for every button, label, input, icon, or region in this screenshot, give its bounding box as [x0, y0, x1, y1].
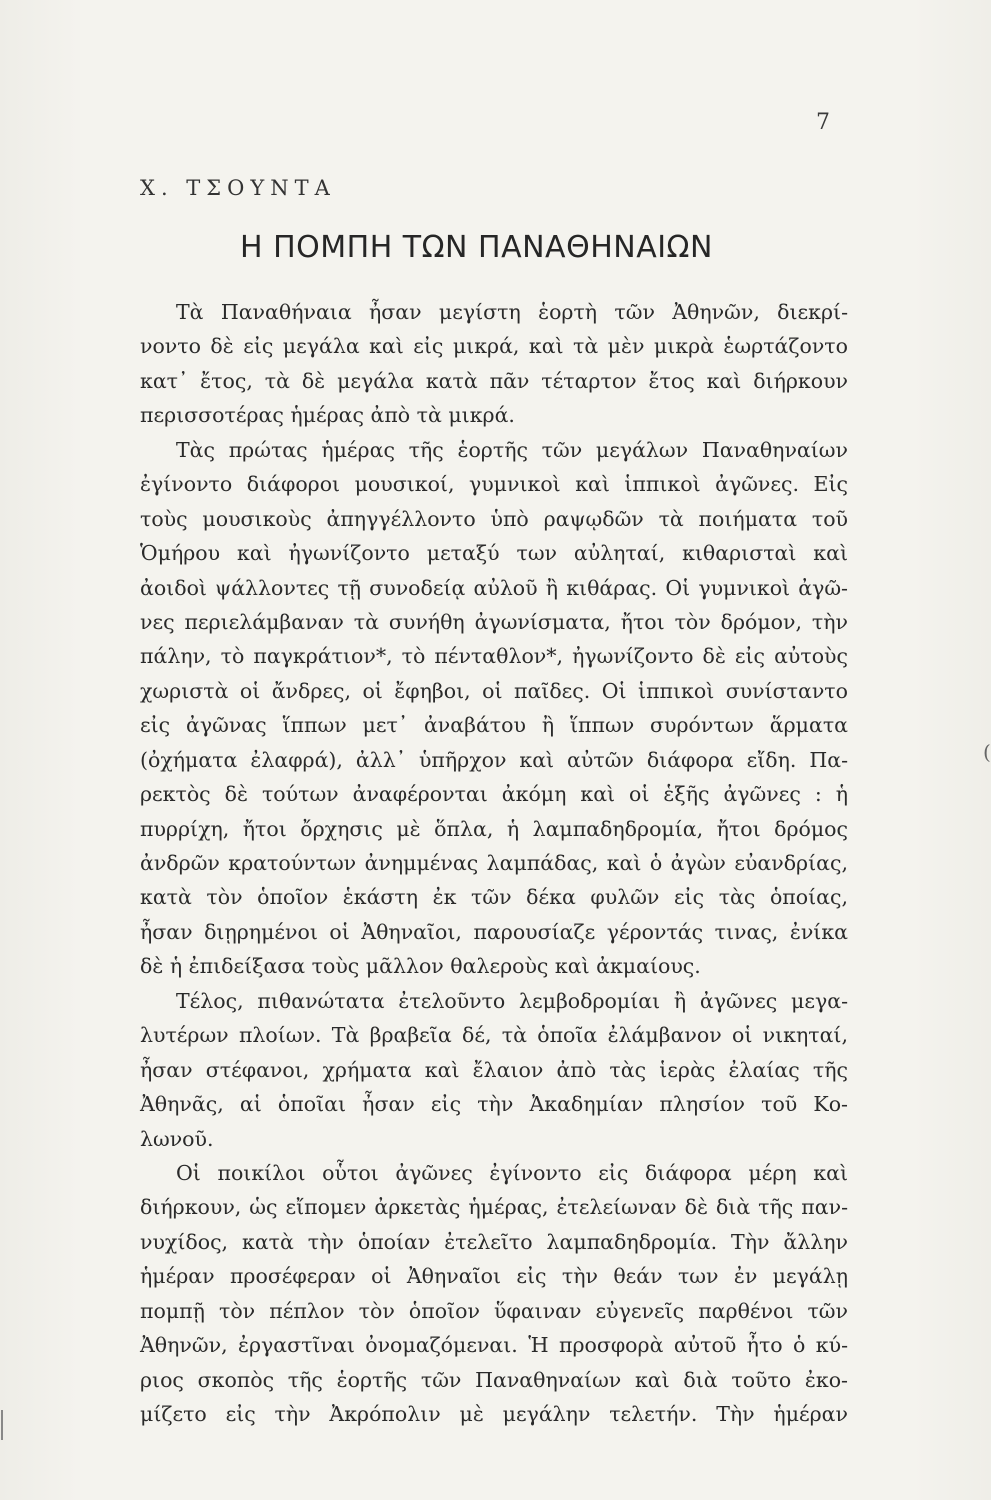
text-line: τοὺς μουσικοὺς ἀπηγγέλλοντο ὑπὸ ραψῳδῶν τὰ ποιήματα τοῦ	[140, 506, 848, 531]
author-name: Χ. ΤΣΟΥΝΤΑ	[140, 176, 336, 200]
text-line: Ὁμήρου καὶ ἠγωνίζοντο μεταξύ των αὐληταί, κιθαρισταὶ καὶ	[140, 541, 848, 566]
text-line: ἦσαν στέφανοι, χρήματα καὶ ἔλαιον ἀπὸ τὰς ἱερὰς ἐλαίας τῆς	[140, 1057, 848, 1082]
text-line: ἀνδρῶν κρατούντων ἀνημμένας λαμπάδας, καὶ ὁ ἀγὼν εὐανδρίας,	[140, 851, 848, 875]
text-line: κατ᾽ ἔτος, τὰ δὲ μεγάλα κατὰ πᾶν τέταρτον ἔτος καὶ διήρκουν	[140, 368, 848, 393]
text-line: (ὀχήματα ἐλαφρά), ἀλλ᾽ ὑπῆρχον καὶ αὐτῶν διάφορα εἴδη. Πα-	[140, 747, 848, 772]
edge-mark: (	[983, 740, 991, 764]
binding-edge-mark	[1, 1410, 3, 1440]
text-line: ριος σκοπὸς τῆς ἑορτῆς τῶν Παναθηναίων καὶ διὰ τοῦτο ἐκο-	[140, 1367, 848, 1392]
text-line: διήρκουν, ὡς εἴπομεν ἀρκετὰς ἡμέρας, ἐτελείωναν δὲ διὰ τῆς παν-	[140, 1195, 848, 1220]
article-body	[140, 295, 848, 1431]
text-line: ἦσαν διῃρημένοι οἱ Ἀθηναῖοι, παρουσίαζε γέροντάς τινας, ἐνίκα	[140, 919, 848, 944]
text-line: ἐγίνοντο διάφοροι μουσικοί, γυμνικοὶ καὶ ἱππικοὶ ἀγῶνες. Εἰς	[140, 472, 848, 497]
text-line: Ἀθηνᾶς, αἱ ὁποῖαι ἦσαν εἰς τὴν Ἀκαδημίαν πλησίον τοῦ Κο-	[140, 1092, 848, 1117]
text-line: χωριστὰ οἱ ἄνδρες, οἱ ἔφηβοι, οἱ παῖδες. Οἱ ἱππικοὶ συνίσταντο	[140, 678, 848, 703]
text-line: λυτέρων πλοίων. Τὰ βραβεῖα δέ, τὰ ὁποῖα ἐλάμβανον οἱ νικηταί,	[140, 1023, 848, 1048]
text-line: ἀοιδοὶ ψάλλοντες τῇ συνοδείᾳ αὐλοῦ ἢ κιθάρας. Οἱ γυμνικοὶ ἀγῶ-	[140, 575, 848, 600]
text-line: δὲ ἡ ἐπιδείξασα τοὺς μᾶλλον θαλεροὺς καὶ ἀκμαίους.	[140, 954, 701, 979]
text-line: πυρρίχη, ἤτοι ὄρχησις μὲ ὅπλα, ἡ λαμπαδηδρομία, ἤτοι δρόμος	[140, 816, 848, 841]
text-line: νοντο δὲ εἰς μεγάλα καὶ εἰς μικρά, καὶ τὰ μὲν μικρὰ ἑωρτάζοντο	[140, 334, 848, 359]
text-line: πάλην, τὸ παγκράτιον*, τὸ πένταθλον*, ἠγωνίζοντο δὲ εἰς αὐτοὺς	[140, 644, 848, 669]
text-line: νες περιελάμβαναν τὰ συνήθη ἀγωνίσματα, ἤτοι τὸν δρόμον, τὴν	[140, 609, 848, 634]
text-line: Ἀθηνῶν, ἐργαστῖναι ὀνομαζόμεναι. Ἡ προσφορὰ αὐτοῦ ἦτο ὁ κύ-	[140, 1333, 848, 1358]
text-line: Τέλος, πιθανώτατα ἐτελοῦντο λεμβοδρομίαι ἢ ἀγῶνες μεγα-	[176, 988, 848, 1013]
text-line: εἰς ἀγῶνας ἵππων μετ᾽ ἀναβάτου ἢ ἵππων συρόντων ἅρματα	[140, 713, 848, 738]
text-line: ἡμέραν προσέφεραν οἱ Ἀθηναῖοι εἰς τὴν θεάν των ἐν μεγάλῃ	[140, 1264, 848, 1289]
text-line: μίζετο εἰς τὴν Ἀκρόπολιν μὲ μεγάλην τελετήν. Τὴν ἡμέραν	[140, 1402, 848, 1426]
text-line: Τὰ Παναθήναια ἦσαν μεγίστη ἑορτὴ τῶν Ἀθηνῶν, διεκρί-	[176, 300, 848, 324]
article-title: Η ΠΟΜΠΗ ΤΩΝ ΠΑΝΑΘΗΝΑΙΩΝ	[240, 230, 713, 265]
text-line: ρεκτὸς δὲ τούτων ἀναφέρονται ἀκόμη καὶ οἱ ἑξῆς ἀγῶνες : ἡ	[140, 782, 848, 807]
page-number: 7	[816, 110, 830, 135]
text-line: νυχίδος, κατὰ τὴν ὁποίαν ἐτελεῖτο λαμπαδηδρομία. Τὴν ἄλλην	[140, 1229, 848, 1254]
text-line: Τὰς πρώτας ἡμέρας τῆς ἑορτῆς τῶν μεγάλων Παναθηναίων	[176, 437, 848, 462]
text-line: περισσοτέρας ἡμέρας ἀπὸ τὰ μικρά.	[140, 403, 515, 428]
text-line: πομπῇ τὸν πέπλον τὸν ὁποῖον ὕφαιναν εὐγενεῖς παρθένοι τῶν	[140, 1298, 848, 1323]
text-line: κατὰ τὸν ὁποῖον ἑκάστη ἐκ τῶν δέκα φυλῶν εἰς τὰς ὁποίας,	[140, 885, 848, 910]
text-line: λωνοῦ.	[140, 1126, 214, 1151]
text-line: Οἱ ποικίλοι οὗτοι ἀγῶνες ἐγίνοντο εἰς διάφορα μέρη καὶ	[176, 1160, 848, 1185]
